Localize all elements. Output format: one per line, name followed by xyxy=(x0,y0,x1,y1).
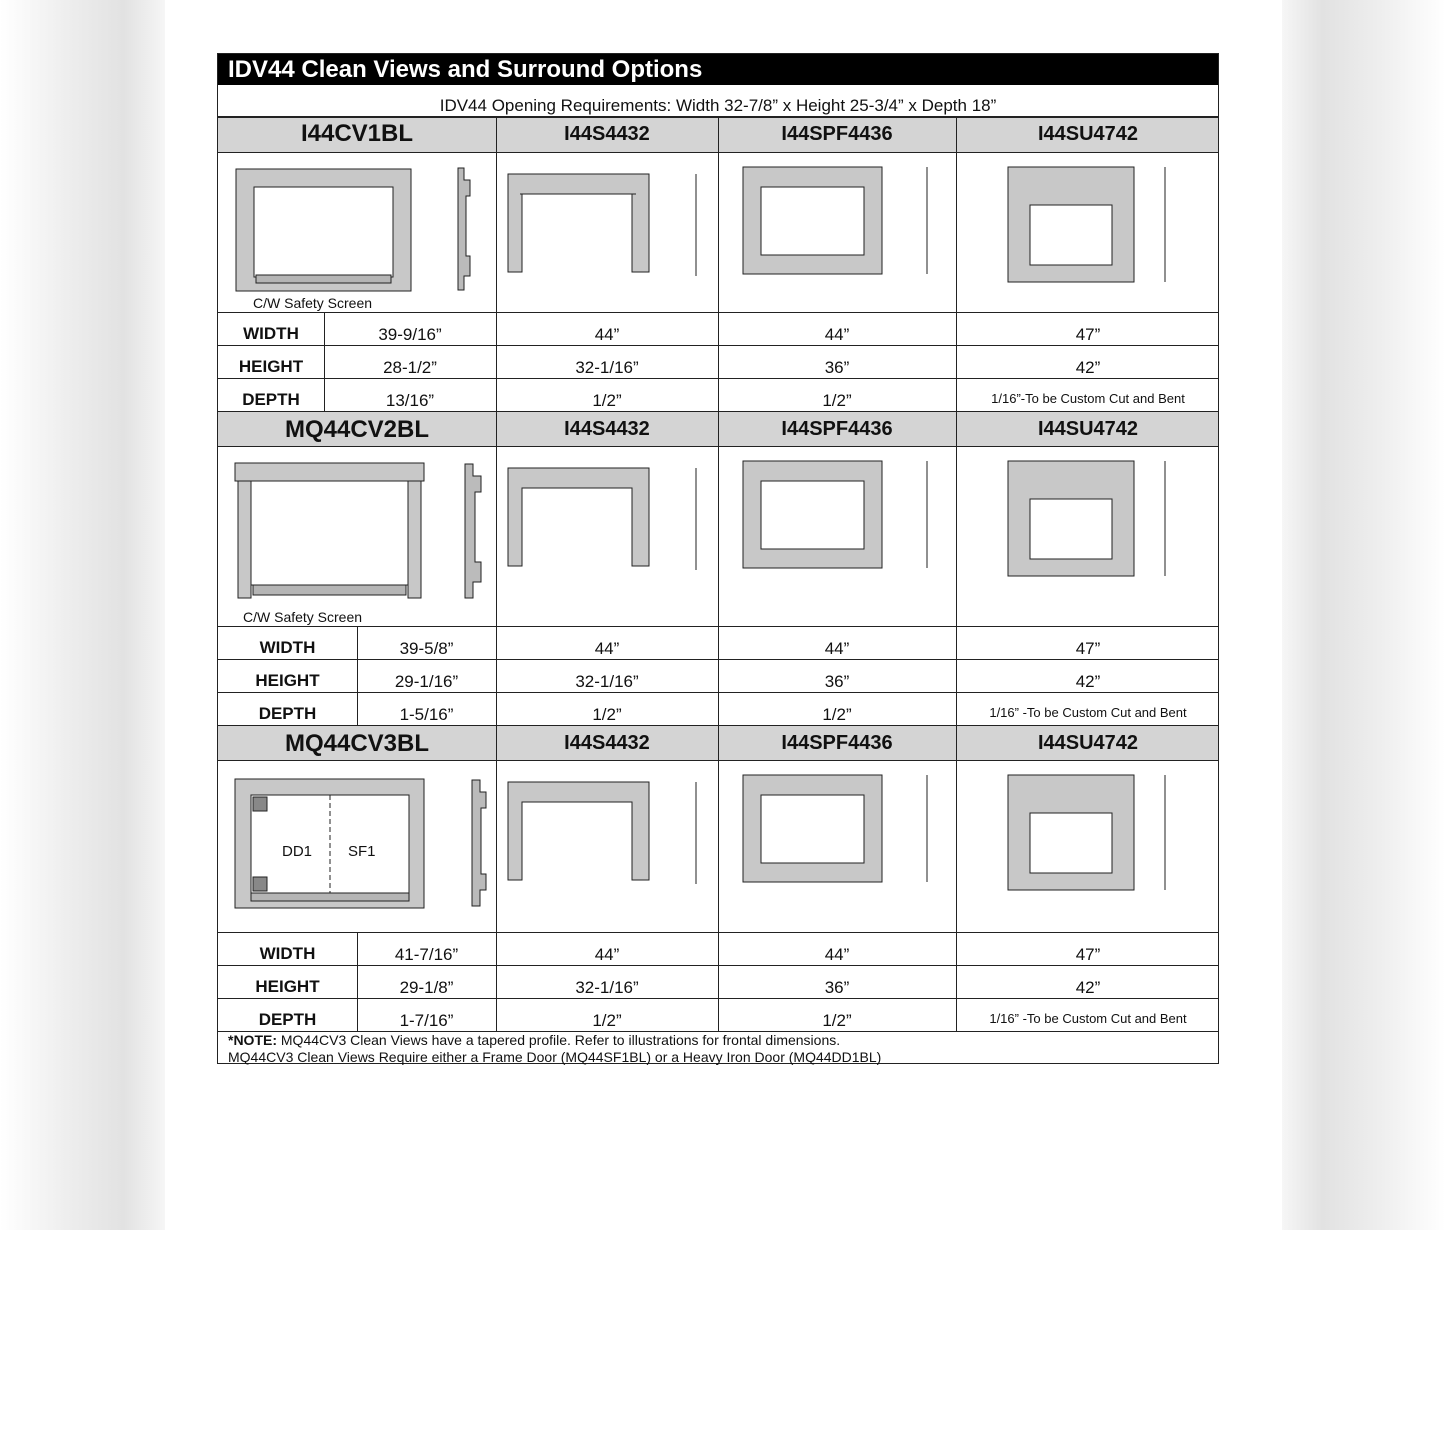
custom-cut-note: 1/16” -To be Custom Cut and Bent xyxy=(989,705,1187,720)
column-divider xyxy=(496,117,497,1031)
cell-value: 13/16” xyxy=(385,391,435,410)
row-label-height: HEIGHT xyxy=(255,977,320,996)
cell-value: 41-7/16” xyxy=(394,945,459,964)
footnote: *NOTE: MQ44CV3 Clean Views have a tapered profile. Refer to illustrations for frontal dimensions. MQ44CV3 Clean Views Require either a Frame Door (MQ44SF1BL) or a Heavy Iron Door (MQ44DD1BL) xyxy=(228,1032,882,1065)
door-label: SF1 xyxy=(348,843,376,860)
figure-caption: C/W Safety Screen xyxy=(243,609,363,625)
scan-margin-left xyxy=(0,0,165,1230)
row-label-width: WIDTH xyxy=(243,324,299,343)
row-label-width: WIDTH xyxy=(259,638,316,657)
cell-value: 36” xyxy=(824,672,850,691)
cell-value: 44” xyxy=(594,639,620,658)
cell-value: 39-9/16” xyxy=(378,325,442,344)
clean-view-front-drawing xyxy=(235,779,435,914)
surround-header: I44SPF4436 xyxy=(781,732,893,754)
cell-value: 47” xyxy=(1075,325,1101,344)
surround-header: I44S4432 xyxy=(564,123,650,145)
surround-front-drawing xyxy=(743,461,943,571)
row-label-width: WIDTH xyxy=(259,944,316,963)
row-label-depth: DEPTH xyxy=(258,1010,317,1029)
scan-margin-right xyxy=(1282,0,1445,1230)
cell-value: 47” xyxy=(1075,945,1101,964)
surround-header: I44SPF4436 xyxy=(781,418,893,440)
cell-value: 1/2” xyxy=(822,391,852,410)
model-name: MQ44CV2BL xyxy=(284,416,430,443)
cell-value: 32-1/16” xyxy=(575,672,639,691)
page-title: IDV44 Clean Views and Surround Options xyxy=(218,54,1218,85)
cell-value: 42” xyxy=(1075,672,1101,691)
cell-value: 1/2” xyxy=(822,1011,852,1030)
surround-header: I44SU4742 xyxy=(1037,418,1139,440)
row-label-depth: DEPTH xyxy=(242,390,300,409)
clean-view-front-drawing xyxy=(235,463,435,603)
door-label: DD1 xyxy=(282,843,313,860)
surround-front-drawing xyxy=(1008,775,1198,895)
surround-front-drawing xyxy=(508,174,708,278)
cell-value: 1/2” xyxy=(592,391,622,410)
cell-value: 32-1/16” xyxy=(575,978,639,997)
row-label-height: HEIGHT xyxy=(238,357,304,376)
cell-value: 1-7/16” xyxy=(399,1011,454,1030)
clean-view-side-drawing xyxy=(456,166,476,296)
surround-front-drawing xyxy=(743,167,943,277)
clean-view-side-drawing xyxy=(470,778,495,910)
surround-front-drawing xyxy=(508,782,708,886)
cell-value: 44” xyxy=(824,945,850,964)
surround-front-drawing xyxy=(1008,167,1198,287)
column-divider xyxy=(718,117,719,1031)
custom-cut-note: 1/16” -To be Custom Cut and Bent xyxy=(989,1011,1187,1026)
surround-header: I44S4432 xyxy=(564,418,650,440)
column-divider xyxy=(956,117,957,1031)
cell-value: 28-1/2” xyxy=(383,358,437,377)
cell-value: 36” xyxy=(824,358,850,377)
surround-front-drawing xyxy=(743,775,943,885)
surround-header: I44S4432 xyxy=(564,732,650,754)
surround-front-drawing xyxy=(1008,461,1198,581)
cell-value: 36” xyxy=(824,978,850,997)
cell-value: 44” xyxy=(594,325,620,344)
figure-caption: C/W Safety Screen xyxy=(253,295,373,311)
cell-value: 44” xyxy=(594,945,620,964)
cell-value: 32-1/16” xyxy=(575,358,639,377)
cell-value: 44” xyxy=(824,325,850,344)
spec-table xyxy=(217,53,1219,1064)
cell-value: 42” xyxy=(1075,358,1101,377)
cell-value: 42” xyxy=(1075,978,1101,997)
cell-value: 29-1/16” xyxy=(394,672,459,691)
surround-header: I44SU4742 xyxy=(1037,732,1139,754)
surround-header: I44SPF4436 xyxy=(781,123,893,145)
cell-value: 1-5/16” xyxy=(399,705,454,724)
surround-front-drawing xyxy=(508,468,708,572)
cell-value: 44” xyxy=(824,639,850,658)
model-name: I44CV1BL xyxy=(300,120,414,147)
cell-value: 1/2” xyxy=(592,705,622,724)
model-name: MQ44CV3BL xyxy=(284,730,430,757)
clean-view-side-drawing xyxy=(463,462,488,602)
row-label-height: HEIGHT xyxy=(255,671,320,690)
cell-value: 1/2” xyxy=(592,1011,622,1030)
cell-value: 47” xyxy=(1075,639,1101,658)
cell-value: 39-5/8” xyxy=(399,639,454,658)
opening-requirements: IDV44 Opening Requirements: Width 32-7/8” x Height 25-3/4” x Depth 18” xyxy=(218,85,1218,117)
cell-value: 1/2” xyxy=(822,705,852,724)
surround-header: I44SU4742 xyxy=(1037,123,1139,145)
custom-cut-note: 1/16”-To be Custom Cut and Bent xyxy=(991,391,1185,406)
row-label-depth: DEPTH xyxy=(258,704,317,723)
cell-value: 29-1/8” xyxy=(399,978,454,997)
